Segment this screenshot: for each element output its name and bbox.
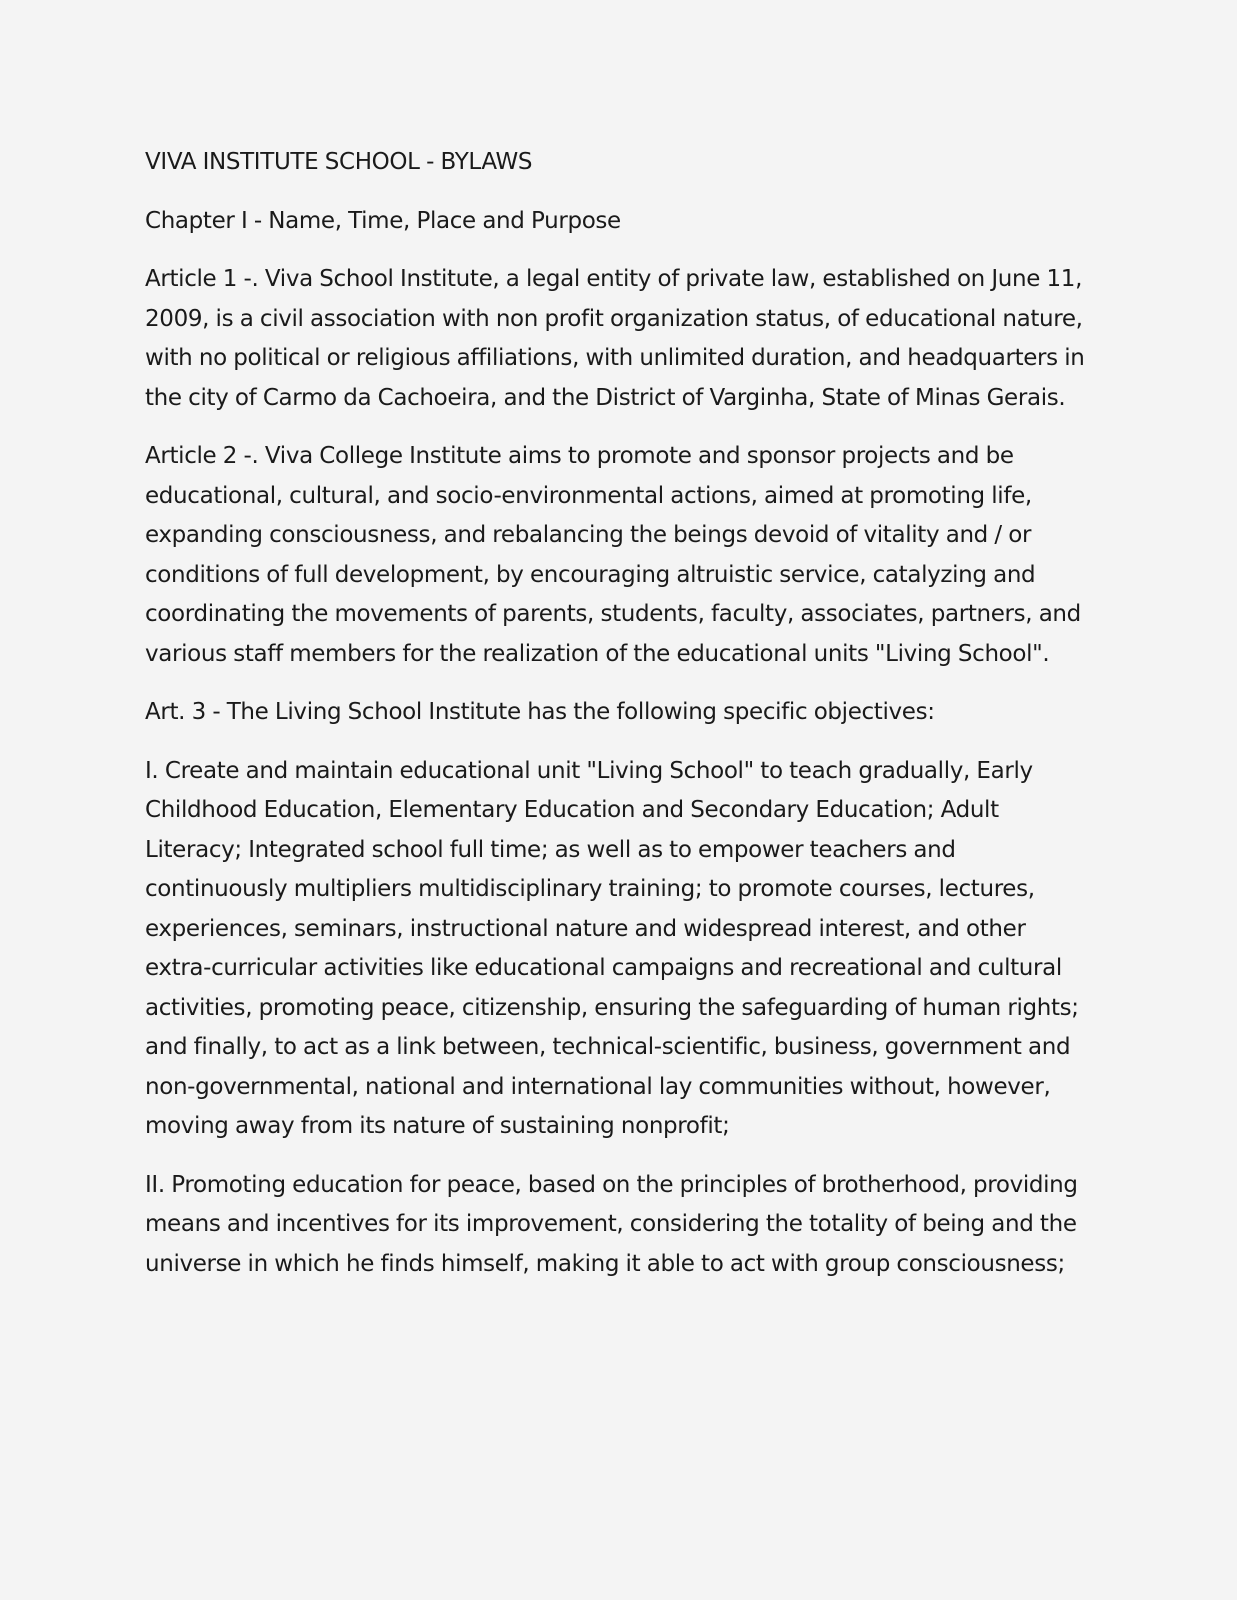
document-body: [145, 143, 1090, 1303]
document-title: VIVA INSTITUTE SCHOOL - BYLAWS: [145, 149, 533, 175]
article-2-paragraph: Article 2 -. Viva College Institute aims to promote and sponsor projects and be educational, cultural, and socio-environmental actions, aimed at promoting life, expanding consciousness, and rebalancing the beings devoid of vitality and / or conditions of full development, by encouraging altruistic service, catalyzing and coordinating the movements of parents, students, faculty, associates, partners, and various staff members for the realization of the educational units "Living School".: [145, 443, 1081, 667]
objective-1-paragraph: I. Create and maintain educational unit "Living School" to teach gradually, Early Childhood Education, Elementary Education and Secondary Education; Adult Literacy; Integrated school full time; as well as to empower teachers and continuously multipliers multidisciplinary training; to promote courses, lectures, experiences, seminars, instructional nature and widespread interest, and other extra-curricular activities like educational campaigns and recreational and cultural activities, promoting peace, citizenship, ensuring the safeguarding of human rights; and finally, to act as a link between, technical-scientific, business, government and non-governmental, national and international lay communities without, however, moving away from its nature of sustaining nonprofit;: [145, 757, 1079, 1139]
article-3-paragraph: Art. 3 - The Living School Institute has the following specific objectives:: [145, 699, 935, 725]
article-1-paragraph: Article 1 -. Viva School Institute, a legal entity of private law, established on June 11, 2009, is a civil association with non profit organization status, of educational nature, with no political or religious affiliations, with unlimited duration, and headquarters in the city of Carmo da Cachoeira, and the District of Varginha, State of Minas Gerais.: [145, 266, 1085, 411]
chapter-heading: Chapter I - Name, Time, Place and Purpose: [145, 207, 621, 234]
objective-2-paragraph: II. Promoting education for peace, based on the principles of brotherhood, providing means and incentives for its improvement, considering the totality of being and the universe in which he finds himself, making it able to act with group consciousness;: [145, 1171, 1078, 1277]
